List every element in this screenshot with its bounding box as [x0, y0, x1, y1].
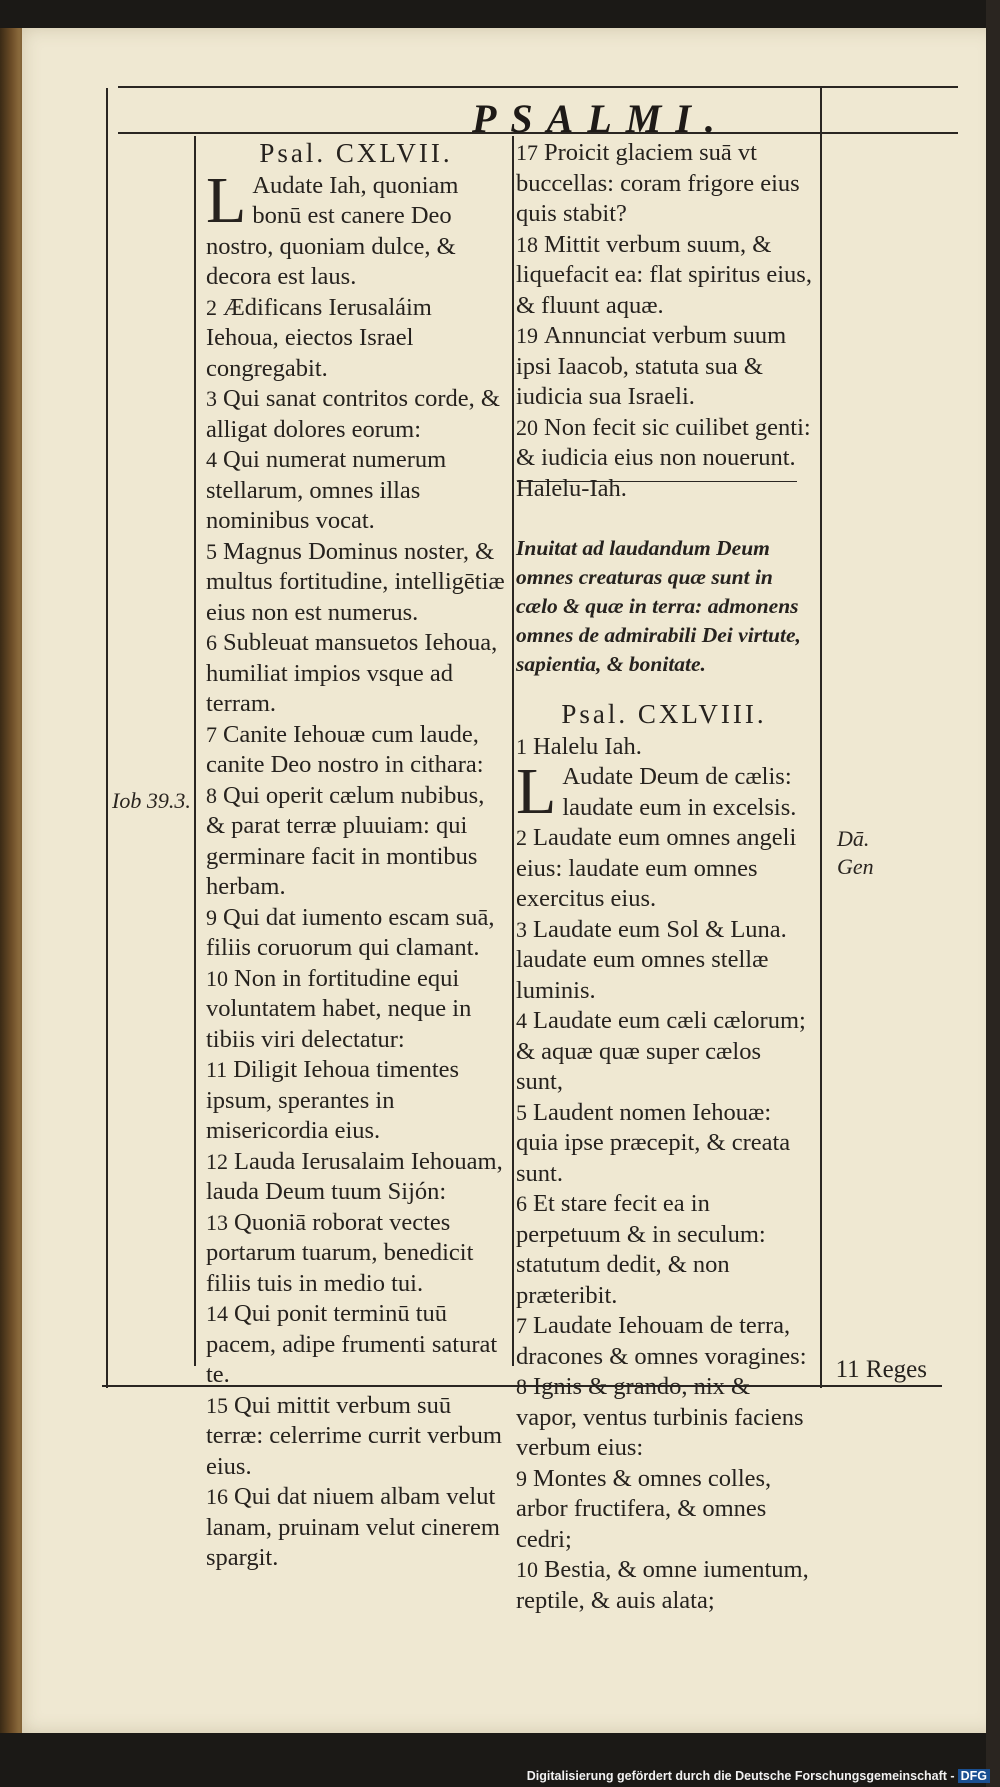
verse: [206, 293, 506, 385]
verse: [206, 720, 506, 781]
verse-number: 14: [206, 1301, 228, 1326]
verse: [206, 628, 506, 720]
verse: [206, 964, 506, 1056]
verse-number: 8: [516, 1374, 527, 1399]
verse-number: 4: [206, 447, 217, 472]
psalm-147-verses-continued: [516, 138, 812, 504]
psalm-147-heading: Psal. CXLVII.: [259, 138, 453, 168]
verse: [516, 915, 812, 1007]
verse: [516, 413, 812, 505]
verse-number: 19: [516, 323, 538, 348]
verse-text: Laudate Iehouam de terra, dracones & omnes voragines:: [516, 1312, 807, 1370]
verse-number: 10: [516, 1557, 538, 1582]
verse: [516, 823, 812, 915]
verse: [206, 1208, 506, 1300]
verse-number: 5: [516, 1099, 527, 1125]
verse: [206, 537, 506, 629]
verse-text: Qui operit cælum nubibus, & parat terræ pluuiam: qui germinare facit in montibus herbam.: [206, 781, 485, 900]
verse-text: Proicit glaciem suā vt buccellas: coram frigore eius quis stabit?: [516, 139, 800, 227]
verse-text: Laudate eum omnes angeli eius: laudate eum omnes exercitus eius.: [516, 824, 797, 912]
margin-note-right-top: Dā.: [837, 826, 870, 851]
book-page: [22, 28, 997, 1733]
psalm-148-heading: Psal. CXLVIII.: [561, 699, 767, 729]
verse: [516, 1006, 812, 1098]
verse-text: Diligit Iehoua timentes ipsum, sperantes in misericordia eius.: [206, 1056, 460, 1144]
verse-number: 7: [206, 721, 217, 747]
verse-text: Ignis & grando, nix & vapor, ventus turbinis faciens verbum eius:: [516, 1373, 804, 1461]
running-head: PSALMI.: [472, 96, 729, 141]
verse: [206, 163, 506, 293]
verse-number: 5: [206, 538, 217, 564]
verse-number: 20: [516, 414, 538, 440]
verse-text: Quoniā roborat vectes portarum tuarum, benedicit filiis tuis in medio tui.: [206, 1208, 474, 1297]
margin-note-right-bottom: Gen: [837, 854, 874, 879]
verse-number: 10: [206, 965, 228, 991]
verse-number: 6: [516, 1191, 527, 1216]
verse-text: Mittit verbum suum, & liquefacit ea: flat spiritus eius, & fluunt aquæ.: [516, 230, 812, 319]
verse-number: 16: [206, 1484, 228, 1509]
verse: [516, 1372, 812, 1464]
verse-text: Lauda Ierusalaim Iehouam, lauda Deum tuum Sijón:: [206, 1147, 503, 1205]
verse-number: 2: [206, 294, 217, 320]
verse: [206, 903, 506, 964]
verse-text: Qui sanat contritos corde, & alligat dolores eorum:: [206, 385, 500, 443]
verse: [516, 321, 812, 413]
left-border-rule: [106, 88, 108, 1388]
verse-number: 6: [206, 630, 217, 655]
verse: [206, 1391, 506, 1483]
verse-number: 11: [206, 1057, 228, 1082]
verse-text: Qui dat iumento escam suā, filiis coruorum qui clamant.: [206, 903, 495, 961]
verse-number: 3: [516, 916, 527, 942]
verse: [516, 230, 812, 322]
verse: [206, 445, 506, 537]
verse-text: Qui ponit terminū tuū pacem, adipe frumenti saturat te.: [206, 1300, 498, 1388]
verse-text: Laudent nomen Iehouæ: quia ipse præcepit, & creata sunt.: [516, 1098, 791, 1187]
verse-text: Laudate eum Sol & Luna. laudate eum omnes stellæ luminis.: [516, 915, 787, 1004]
page-edge: [986, 0, 1000, 1787]
verse: [516, 1555, 812, 1616]
header-top-rule: [118, 86, 958, 88]
verse-text: Et stare fecit ea in perpetuum & in seculum: statutum dedit, & non præteribit.: [516, 1190, 766, 1309]
verse-number: 13: [206, 1209, 228, 1235]
psalm-148-verses: [516, 732, 812, 1617]
verse-number: 15: [206, 1392, 228, 1418]
verse-text: Audate Iah, quoniam bonū est canere Deo nostro, quoniam dulce, & decora est laus.: [206, 171, 459, 290]
verse: [206, 781, 506, 903]
verse-text: Non fecit sic cuilibet genti: & iudicia eius non nouerunt. Halelu-Iah.: [516, 413, 811, 502]
verse-number: 4: [516, 1008, 527, 1033]
verse-number: 9: [206, 904, 217, 930]
verse-text: Annunciat verbum suum ipsi Iaacob, statuta sua & iudicia sua Israeli.: [516, 322, 787, 410]
verse-number: 17: [516, 140, 538, 165]
footer-credit-text: Digitalisierung gefördert durch die Deutsche Forschungsgemeinschaft -: [526, 1769, 955, 1783]
verse-text: Magnus Dominus noster, & multus fortitudine, intelligētiæ eius non est numerus.: [206, 537, 505, 626]
verse-text: Ædificans Ierusaláim Iehoua, eiectos Israel congregabit.: [206, 293, 432, 382]
verse-number: 1: [516, 733, 527, 759]
verse-text: Audate Deum de cælis: laudate eum in excelsis.: [562, 763, 797, 821]
verse-text: Qui numerat numerum stellarum, omnes illas nominibus vocat.: [206, 446, 447, 534]
verse: [516, 138, 812, 230]
verse: [206, 1299, 506, 1391]
verse-text: Qui mittit verbum suū terræ: celerrime currit verbum eius.: [206, 1391, 502, 1480]
drop-cap: L: [206, 163, 247, 237]
verse-text: Canite Iehouæ cum laude, canite Deo nostro in cithara:: [206, 720, 484, 778]
margin-note-left: Iob 39.3.: [112, 788, 191, 813]
psalm-148-summary: Inuitat ad laudandum Deum omnes creaturas quæ sunt in cælo & quæ in terra: admonens omnes de admirabili Dei virtute, sapientia, & bonitate.: [516, 536, 801, 676]
verse-text: Laudate eum cæli cælorum; & aquæ quæ super cælos sunt,: [516, 1007, 806, 1095]
verse: [516, 1464, 812, 1556]
footer-credit: [527, 1769, 990, 1783]
right-column: [516, 138, 812, 1616]
verse-number: 2: [516, 825, 527, 850]
dfg-logo: DFG: [958, 1769, 990, 1783]
verse: [206, 1147, 506, 1208]
verse: [206, 384, 506, 445]
verse-text: Halelu Iah.: [533, 732, 642, 760]
left-column: [206, 138, 506, 1574]
verse-number: 18: [516, 231, 538, 257]
verse-number: 9: [516, 1465, 527, 1491]
right-border-rule: [820, 88, 822, 1388]
verse-text: Bestia, & omne iumentum, reptile, & auis alata;: [516, 1556, 809, 1614]
verse: [516, 1098, 812, 1190]
verse: [516, 755, 812, 828]
verse-number: 3: [206, 386, 217, 411]
verse: [516, 1189, 812, 1311]
drop-cap: L: [516, 755, 557, 828]
verse: [516, 1311, 812, 1372]
verse: [206, 1482, 506, 1574]
verse-number: 7: [516, 1313, 527, 1338]
verse-text: Non in fortitudine equi voluntatem habet, neque in tibiis viri delectatur:: [206, 964, 472, 1053]
catchword: 11 Reges: [835, 1356, 927, 1383]
verse: [206, 1055, 506, 1147]
verse-number: 8: [206, 782, 217, 808]
column-inner-rule: [194, 136, 196, 1366]
verse: [516, 732, 812, 763]
verse-number: 12: [206, 1148, 228, 1174]
verse-text: Qui dat niuem albam velut lanam, pruinam velut cinerem spargit.: [206, 1483, 500, 1571]
verse-text: Subleuat mansuetos Iehoua, humiliat impios vsque ad terram.: [206, 629, 498, 717]
verse-text: Montes & omnes colles, arbor fructifera, & omnes cedri;: [516, 1464, 772, 1553]
psalm-147-verses: [206, 163, 506, 1574]
column-divider-rule: [512, 136, 514, 1366]
